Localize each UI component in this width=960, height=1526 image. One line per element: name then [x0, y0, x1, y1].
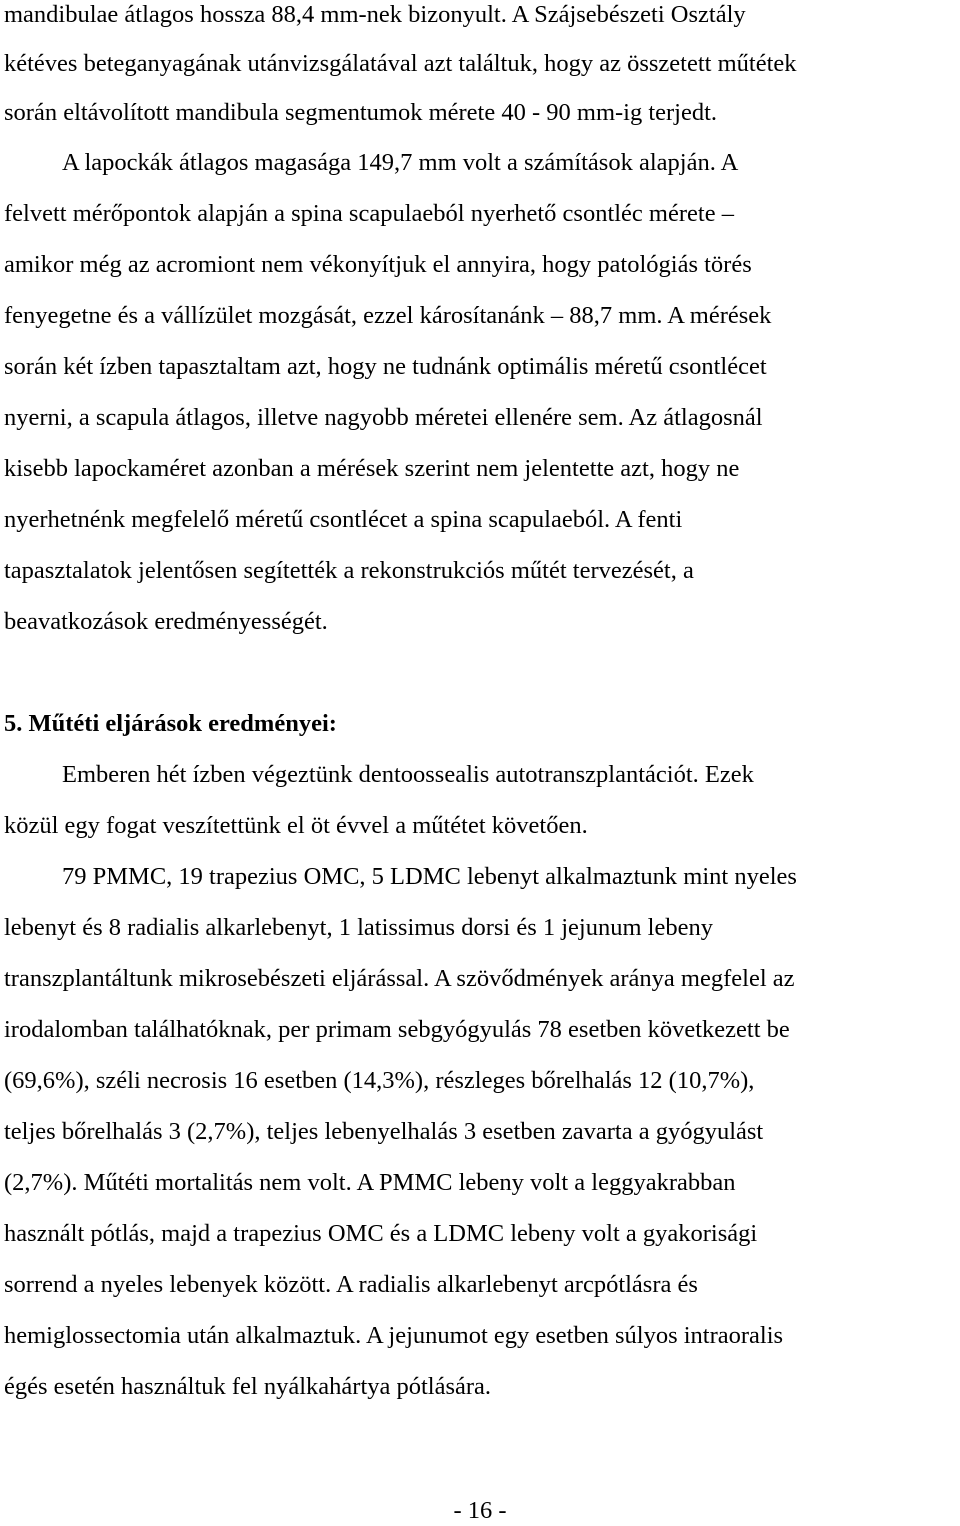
- paragraph-3-line-7: (2,7%). Műtéti mortalitás nem volt. A PMMC lebeny volt a leggyakrabban: [4, 1169, 736, 1196]
- paragraph-3-line-6: teljes bőrelhalás 3 (2,7%), teljes lebenyelhalás 3 esetben zavarta a gyógyulást: [4, 1118, 764, 1145]
- paragraph-3-line-5: (69,6%), széli necrosis 16 esetben (14,3%), részleges bőrelhalás 12 (10,7%),: [4, 1067, 755, 1094]
- section-heading: 5. Műtéti eljárások eredményei:: [4, 710, 337, 737]
- page-number: - 16 -: [453, 1497, 507, 1524]
- paragraph-1-line-2: kétéves beteganyagának utánvizsgálatával azt találtuk, hogy az összetett műtétek: [4, 50, 797, 77]
- paragraph-1-line-7: fenyegetne és a vállízület mozgását, ezzel károsítanánk – 88,7 mm. A mérések: [4, 302, 772, 329]
- paragraph-3-line-10: hemiglossectomia után alkalmaztuk. A jejunumot egy esetben súlyos intraoralis: [4, 1322, 784, 1349]
- paragraph-1-line-3: során eltávolított mandibula segmentumok mérete 40 - 90 mm-ig terjedt.: [4, 99, 718, 126]
- paragraph-3-line-2: lebenyt és 8 radialis alkarlebenyt, 1 latissimus dorsi és 1 jejunum lebeny: [4, 914, 713, 941]
- paragraph-3-line-1: 79 PMMC, 19 trapezius OMC, 5 LDMC lebenyt alkalmaztunk mint nyeles: [62, 863, 797, 890]
- paragraph-1-line-10: kisebb lapockaméret azonban a mérések szerint nem jelentette azt, hogy ne: [4, 455, 740, 482]
- paragraph-1-line-1: mandibulae átlagos hossza 88,4 mm-nek bizonyult. A Szájsebészeti Osztály: [4, 1, 746, 28]
- paragraph-1-line-8: során két ízben tapasztaltam azt, hogy ne tudnánk optimális méretű csontlécet: [4, 353, 767, 380]
- paragraph-1-line-9: nyerni, a scapula átlagos, illetve nagyobb méretei ellenére sem. Az átlagosnál: [4, 404, 763, 431]
- paragraph-1-line-12: tapasztalatok jelentősen segítették a rekonstrukciós műtét tervezését, a: [4, 557, 694, 584]
- paragraph-3-line-8: használt pótlás, majd a trapezius OMC és a LDMC lebeny volt a gyakorisági: [4, 1220, 758, 1247]
- paragraph-1-line-11: nyerhetnénk megfelelő méretű csontlécet a spina scapulaeból. A fenti: [4, 506, 683, 533]
- paragraph-2-line-2: közül egy fogat veszítettünk el öt évvel a műtétet követően.: [4, 812, 588, 839]
- paragraph-3-line-11: égés esetén használtuk fel nyálkahártya pótlására.: [4, 1373, 492, 1400]
- paragraph-1-line-13: beavatkozások eredményességét.: [4, 608, 328, 635]
- paragraph-1-line-5: felvett mérőpontok alapján a spina scapulaeból nyerhető csontléc mérete –: [4, 200, 734, 227]
- paragraph-1-line-6: amikor még az acromiont nem vékonyítjuk el annyira, hogy patológiás törés: [4, 251, 752, 278]
- paragraph-1-line-4: A lapockák átlagos magasága 149,7 mm volt a számítások alapján. A: [62, 149, 739, 176]
- paragraph-2-line-1: Emberen hét ízben végeztünk dentoossealis autotranszplantációt. Ezek: [62, 761, 754, 788]
- paragraph-3-line-4: irodalomban találhatóknak, per primam sebgyógyulás 78 esetben következett be: [4, 1016, 790, 1043]
- paragraph-3-line-9: sorrend a nyeles lebenyek között. A radialis alkarlebenyt arcpótlásra és: [4, 1271, 698, 1298]
- paragraph-3-line-3: transzplantáltunk mikrosebészeti eljárással. A szövődmények aránya megfelel az: [4, 965, 795, 992]
